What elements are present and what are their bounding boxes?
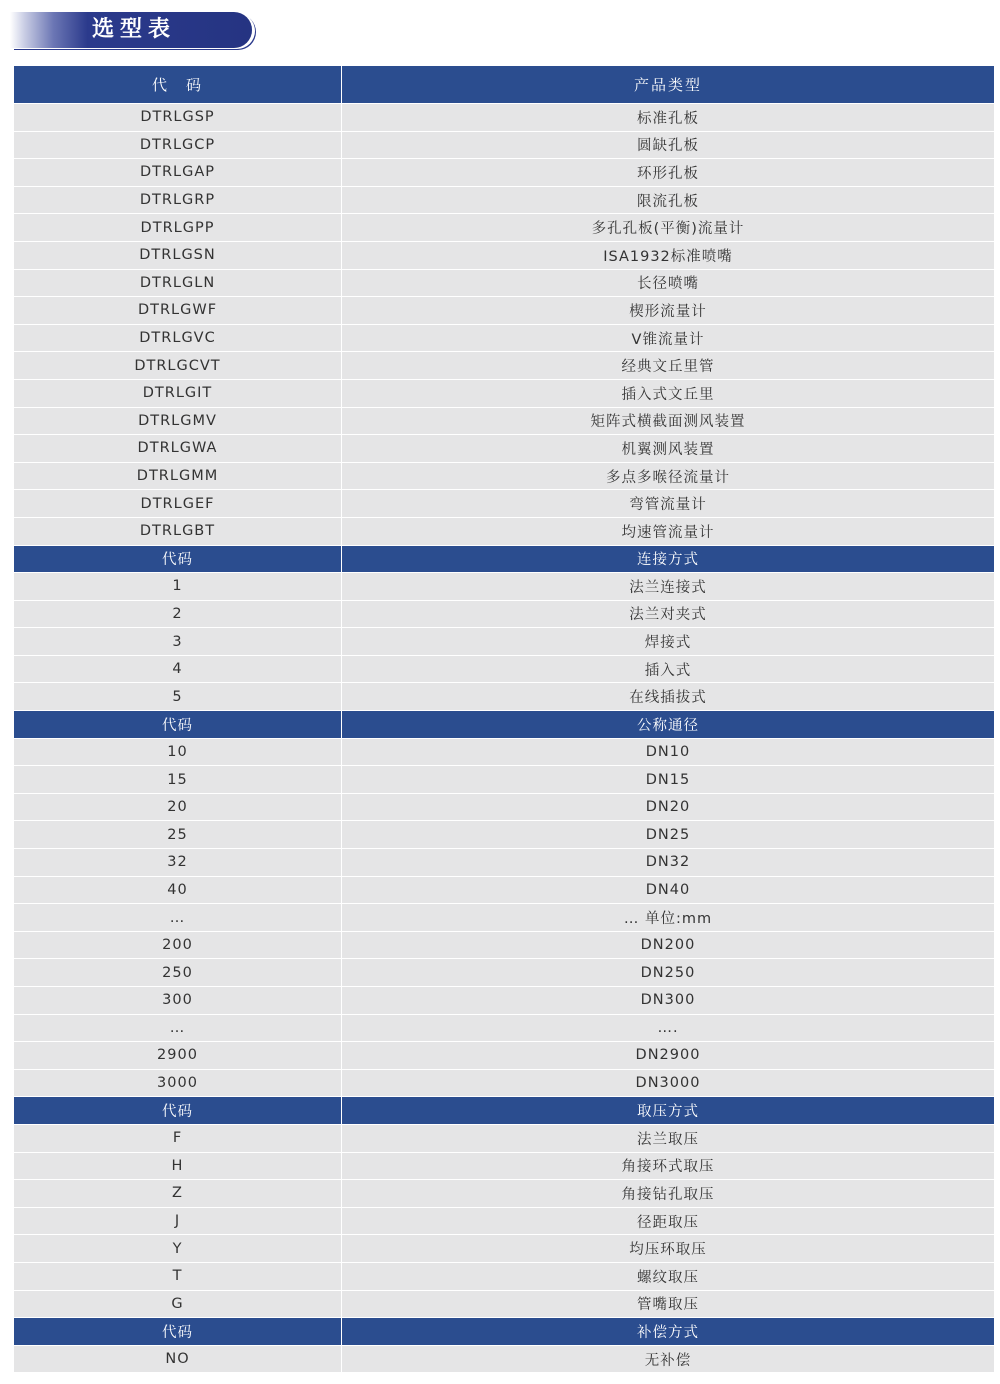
code-cell: 32 [14, 849, 342, 876]
description-cell: 多点多喉径流量计 [606, 469, 730, 486]
table-row [14, 1263, 994, 1291]
table-row [14, 242, 994, 270]
description-cell: DN15 [645, 771, 691, 788]
description-cell: ISA1932标准喷嘴 [603, 248, 733, 265]
table-row [14, 573, 994, 601]
code-cell: Z [14, 1180, 342, 1207]
code-cell: 40 [14, 877, 342, 904]
table-row [14, 1125, 994, 1153]
section-header-label: 连接方式 [637, 552, 699, 569]
page-title: 选型表 [92, 17, 177, 42]
table-row [14, 159, 994, 187]
code-cell: DTRLGEF [14, 490, 342, 517]
section-header [14, 546, 994, 574]
description-cell: 插入式 [644, 662, 692, 679]
code-cell: 3 [14, 628, 342, 655]
section-header [14, 711, 994, 739]
description-cell: 法兰对夹式 [629, 607, 707, 624]
title-banner [10, 12, 252, 48]
code-cell: 10 [14, 739, 342, 766]
table-row [14, 352, 994, 380]
code-cell: DTRLGSN [14, 242, 342, 269]
table-row [14, 1291, 994, 1319]
code-cell: DTRLGCP [14, 132, 342, 159]
code-cell: F [14, 1125, 342, 1152]
section-header-code: 代码 [14, 711, 342, 738]
table-row [14, 408, 994, 436]
code-cell: 1 [14, 573, 342, 600]
code-cell: DTRLGSP [14, 104, 342, 131]
description-cell: 经典文丘里管 [621, 359, 715, 376]
table-row [14, 1180, 994, 1208]
code-cell: H [14, 1153, 342, 1180]
description-cell: DN250 [640, 964, 696, 981]
description-cell: DN200 [640, 937, 696, 954]
table-row [14, 1208, 994, 1236]
description-cell: 角接环式取压 [621, 1159, 715, 1176]
table-row [14, 987, 994, 1015]
table-row [14, 628, 994, 656]
table-row [14, 739, 994, 767]
table-row [14, 463, 994, 491]
code-cell: G [14, 1291, 342, 1318]
table-row [14, 849, 994, 877]
table-row [14, 877, 994, 905]
description-cell: DN32 [645, 854, 691, 871]
code-cell: 5 [14, 683, 342, 710]
table-row [14, 683, 994, 711]
description-cell: 无补偿 [644, 1352, 692, 1369]
description-cell: 限流孔板 [637, 193, 699, 210]
description-cell: DN40 [645, 881, 691, 898]
code-cell: 15 [14, 766, 342, 793]
table-row [14, 1070, 994, 1098]
code-cell: 250 [14, 959, 342, 986]
table-row [14, 380, 994, 408]
code-cell: DTRLGLN [14, 270, 342, 297]
code-cell: 4 [14, 656, 342, 683]
description-cell: 多孔孔板(平衡)流量计 [591, 221, 745, 238]
code-cell: DTRLGMM [14, 463, 342, 490]
table-row [14, 490, 994, 518]
table-row [14, 132, 994, 160]
section-header-code: 代码 [14, 1318, 342, 1345]
code-cell: J [14, 1208, 342, 1235]
description-cell: 插入式文丘里 [621, 386, 715, 403]
code-cell: DTRLGPP [14, 214, 342, 241]
table-row [14, 104, 994, 132]
section-header [14, 1097, 994, 1125]
code-cell: DTRLGRP [14, 187, 342, 214]
section-header-label: 取压方式 [637, 1104, 699, 1121]
section-header-label: 补偿方式 [637, 1324, 699, 1341]
code-cell: 3000 [14, 1070, 342, 1097]
table-row [14, 1153, 994, 1181]
code-cell: DTRLGBT [14, 518, 342, 545]
code-cell: 25 [14, 821, 342, 848]
table-row [14, 656, 994, 684]
code-cell: 300 [14, 987, 342, 1014]
section-header [14, 1318, 994, 1346]
description-cell: 焊接式 [644, 635, 692, 652]
description-cell: DN10 [645, 743, 691, 760]
table-row [14, 601, 994, 629]
table-row [14, 187, 994, 215]
description-cell: 机翼测风装置 [621, 441, 715, 458]
code-cell: DTRLGWF [14, 297, 342, 324]
code-cell: NO [14, 1346, 342, 1373]
description-cell: 角接钻孔取压 [621, 1186, 715, 1203]
description-cell: 矩阵式横截面测风装置 [590, 414, 746, 431]
description-cell: 圆缺孔板 [637, 138, 699, 155]
code-cell: T [14, 1263, 342, 1290]
table-row [14, 1015, 994, 1043]
description-cell: DN25 [645, 826, 691, 843]
description-cell: … 单位:mm [623, 911, 713, 928]
table-row [14, 932, 994, 960]
description-cell: 长径喷嘴 [637, 276, 699, 293]
description-cell: 法兰连接式 [629, 579, 707, 596]
header-product-type: 产品类型 [633, 76, 702, 94]
description-cell: 弯管流量计 [629, 497, 707, 514]
table-row [14, 904, 994, 932]
section-header-label: 公称通径 [637, 717, 699, 734]
description-cell: 均速管流量计 [621, 524, 715, 541]
table-row [14, 1346, 994, 1374]
code-cell: … [14, 904, 342, 931]
description-cell: 管嘴取压 [637, 1297, 699, 1314]
table-header [14, 66, 994, 104]
table-row [14, 518, 994, 546]
table-row [14, 435, 994, 463]
description-cell: 均压环取压 [629, 1242, 707, 1259]
code-cell: 20 [14, 794, 342, 821]
code-cell: DTRLGIT [14, 380, 342, 407]
code-cell: DTRLGCVT [14, 352, 342, 379]
table-row [14, 214, 994, 242]
description-cell: DN2900 [635, 1047, 701, 1064]
description-cell: DN20 [645, 799, 691, 816]
code-cell: DTRLGAP [14, 159, 342, 186]
description-cell: DN300 [640, 992, 696, 1009]
header-code: 代 码 [14, 66, 342, 103]
description-cell: 螺纹取压 [637, 1269, 699, 1286]
description-cell: V锥流量计 [631, 331, 705, 348]
code-cell: DTRLGVC [14, 325, 342, 352]
code-cell: 2 [14, 601, 342, 628]
table-row [14, 766, 994, 794]
code-cell: DTRLGMV [14, 408, 342, 435]
code-cell: … [14, 1015, 342, 1042]
table-row [14, 325, 994, 353]
section-header-code: 代码 [14, 1097, 342, 1124]
description-cell: DN3000 [635, 1075, 701, 1092]
table-row [14, 821, 994, 849]
selection-table [14, 66, 994, 1373]
description-cell: 在线插拔式 [629, 690, 707, 707]
code-cell: Y [14, 1235, 342, 1262]
table-row [14, 270, 994, 298]
table-body [14, 104, 994, 1373]
section-header-code: 代码 [14, 546, 342, 573]
code-cell: 2900 [14, 1042, 342, 1069]
description-cell: 法兰取压 [637, 1131, 699, 1148]
code-cell: DTRLGWA [14, 435, 342, 462]
description-cell: 环形孔板 [637, 165, 699, 182]
description-cell: 标准孔板 [637, 110, 699, 127]
table-row [14, 1235, 994, 1263]
description-cell: …. [657, 1019, 679, 1036]
description-cell: 楔形流量计 [629, 303, 707, 320]
table-row [14, 959, 994, 987]
table-row [14, 794, 994, 822]
table-row [14, 297, 994, 325]
code-cell: 200 [14, 932, 342, 959]
table-row [14, 1042, 994, 1070]
description-cell: 径距取压 [637, 1214, 699, 1231]
